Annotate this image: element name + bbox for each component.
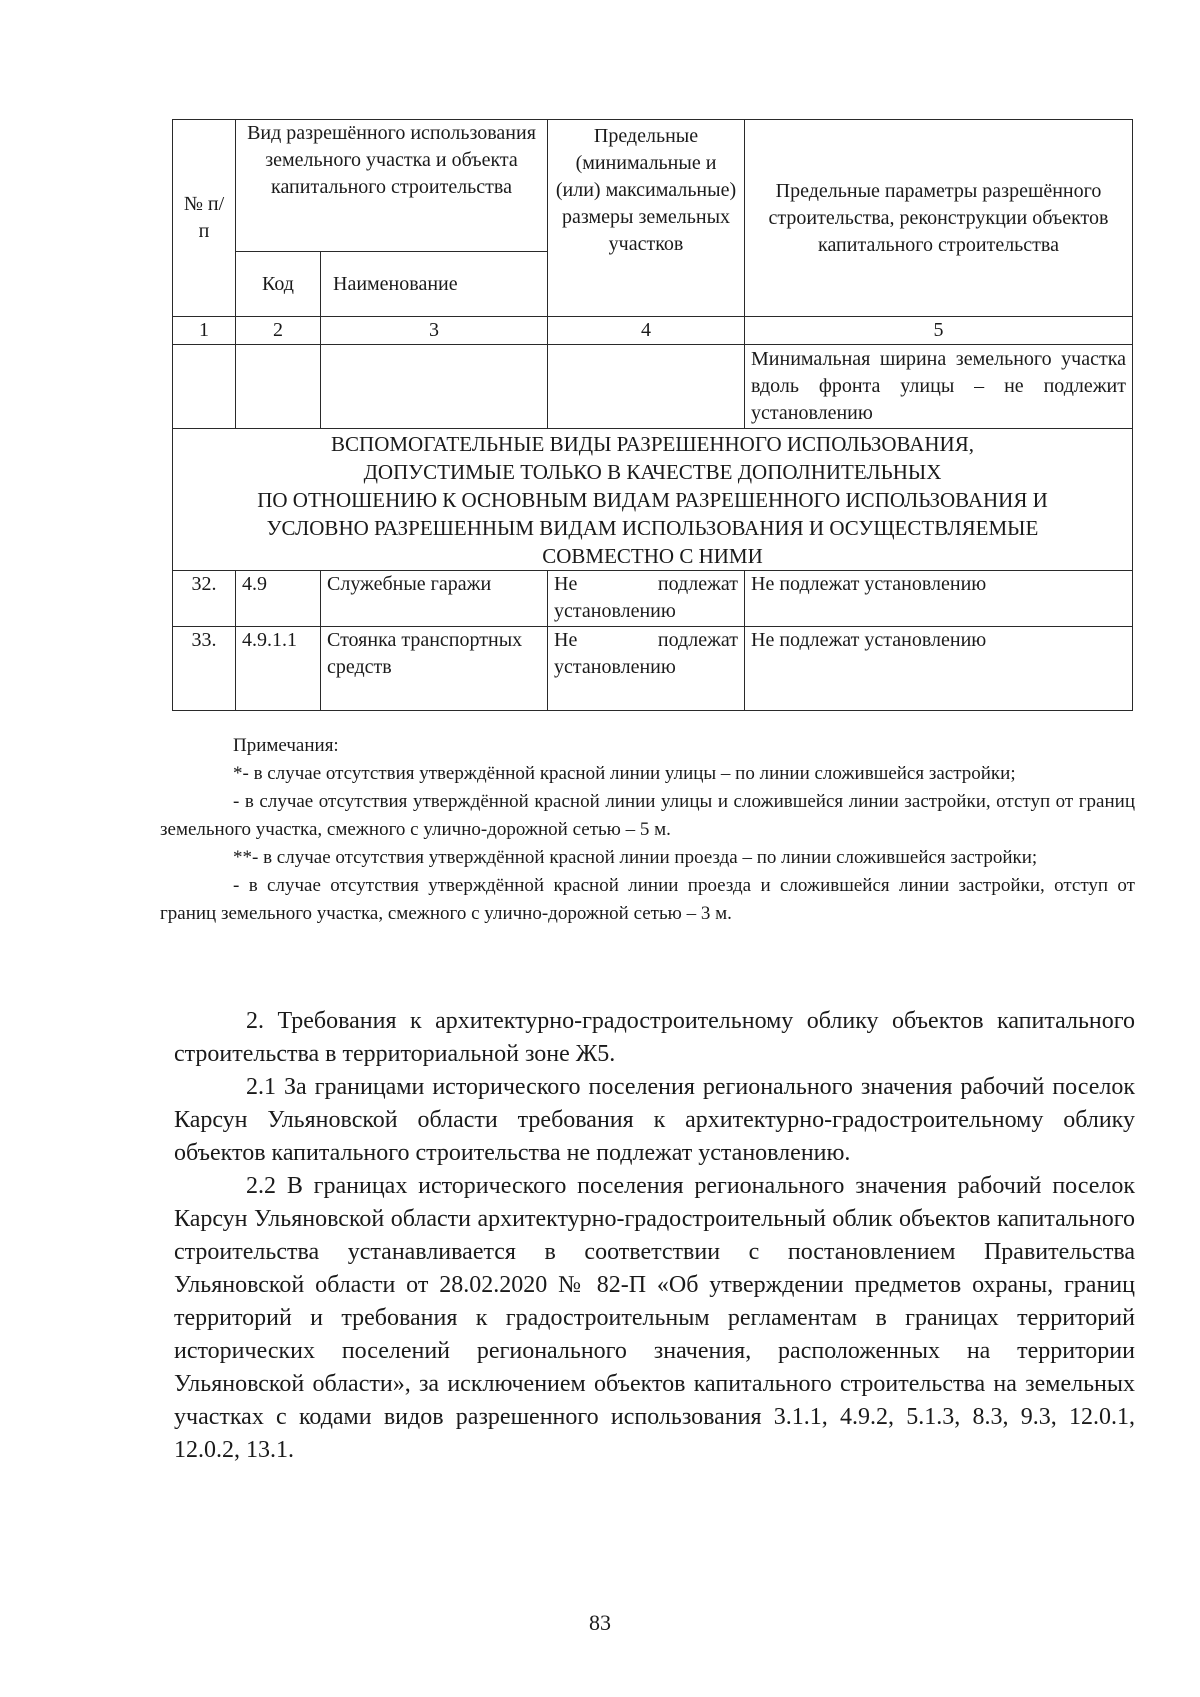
table-cell: [321, 345, 548, 429]
column-number: 3: [321, 317, 548, 345]
row-code: 4.9.1.1: [236, 627, 321, 711]
notes-block: [160, 732, 1135, 928]
column-number: 2: [236, 317, 321, 345]
body-text: [174, 1005, 1135, 1467]
section-heading: [173, 429, 1133, 571]
column-numbers-row: [173, 317, 1133, 345]
row-params: Не подлежат установлению: [745, 627, 1133, 711]
header-number: № п/п: [173, 120, 236, 317]
paragraph: 2. Требования к архитектурно-градостроительному облику объектов капитального строительства в территориальной зоне Ж5.: [174, 1008, 1135, 1067]
note-item: *- в случае отсутствия утверждённой красной линии улицы – по линии сложившейся застройки;: [233, 763, 1016, 784]
paragraph: 2.1 За границами исторического поселения регионального значения рабочий поселок Карсун Ульяновской области требования к архитектурно-градостроительному облику объектов капитального строительства не подлежат установлению.: [174, 1074, 1135, 1166]
table-header-row: [173, 120, 1133, 252]
section-heading-line: СОВМЕСТНО С НИМИ: [542, 544, 763, 568]
header-name: Наименование: [321, 252, 548, 317]
column-number: 1: [173, 317, 236, 345]
row-number: 32.: [173, 571, 236, 627]
row-size-text: Не подлежат установлению: [554, 573, 738, 622]
row-params: Не подлежат установлению: [745, 571, 1133, 627]
row-code: 4.9: [236, 571, 321, 627]
table-cell: [173, 345, 236, 429]
row-name: Служебные гаражи: [321, 571, 548, 627]
header-plot-size: Предельные (минимальные и (или) максимальные) размеры земельных участков: [548, 120, 745, 317]
regulations-table: [172, 119, 1133, 711]
note-item: - в случае отсутствия утверждённой красной линии улицы и сложившейся линии застройки, отступ от границ земельного участка, смежного с улично-дорожной сетью – 5 м.: [160, 791, 1135, 840]
note-item: - в случае отсутствия утверждённой красной линии проезда и сложившейся линии застройки, отступ от границ земельного участка, смежного с улично-дорожной сетью – 3 м.: [160, 875, 1135, 924]
row-number: 33.: [173, 627, 236, 711]
row-size: [548, 627, 745, 711]
table-row: [173, 571, 1133, 627]
header-parameters: Предельные параметры разрешённого строительства, реконструкции объектов капитального строительства: [745, 120, 1133, 317]
column-number: 4: [548, 317, 745, 345]
note-item: **- в случае отсутствия утверждённой красной линии проезда – по линии сложившейся застройки;: [233, 847, 1038, 868]
paragraph: 2.2 В границах исторического поселения регионального значения рабочий поселок Карсун Ульяновской области архитектурно-градостроительный облик объектов капитального строительства устанавливается в соответствии с постановлением Правительства Ульяновской области от 28.02.2020 № 82-П «Об утверждении предметов охраны, границ территорий и требования к градостроительным регламентам в границах территорий исторических поселений регионального значения, расположенных на территории Ульяновской области», за исключением объектов капитального строительства на земельных участках с кодами видов разрешенного использования 3.1.1, 4.9.2, 5.1.3, 8.3, 9.3, 12.0.1, 12.0.2, 13.1.: [174, 1173, 1135, 1463]
notes-title: Примечания:: [233, 735, 339, 756]
page-number: 83: [589, 1610, 611, 1635]
table-row: [173, 627, 1133, 711]
table-cell: [548, 345, 745, 429]
table-cell: [236, 345, 321, 429]
header-use-type: Вид разрешённого использования земельного участка и объекта капитального строительства: [236, 120, 548, 252]
row-size-text: Не подлежат установлению: [554, 629, 738, 678]
column-number: 5: [745, 317, 1133, 345]
section-heading-line: ДОПУСТИМЫЕ ТОЛЬКО В КАЧЕСТВЕ ДОПОЛНИТЕЛЬНЫХ: [363, 460, 942, 484]
section-heading-line: ПО ОТНОШЕНИЮ К ОСНОВНЫМ ВИДАМ РАЗРЕШЕННОГО ИСПОЛЬЗОВАНИЯ И: [257, 488, 1048, 512]
section-heading-line: ВСПОМОГАТЕЛЬНЫЕ ВИДЫ РАЗРЕШЕННОГО ИСПОЛЬЗОВАНИЯ,: [331, 432, 974, 456]
section-heading-line: УСЛОВНО РАЗРЕШЕННЫМ ВИДАМ ИСПОЛЬЗОВАНИЯ И ОСУЩЕСТВЛЯЕМЫЕ: [266, 516, 1039, 540]
row-name: Стоянка транспортных средств: [321, 627, 548, 711]
continuation-text: Минимальная ширина земельного участка вдоль фронта улицы – не подлежит установлению: [745, 345, 1133, 429]
header-code: Код: [236, 252, 321, 317]
continuation-row: [173, 345, 1133, 429]
section-heading-row: [173, 429, 1133, 571]
row-size: [548, 571, 745, 627]
